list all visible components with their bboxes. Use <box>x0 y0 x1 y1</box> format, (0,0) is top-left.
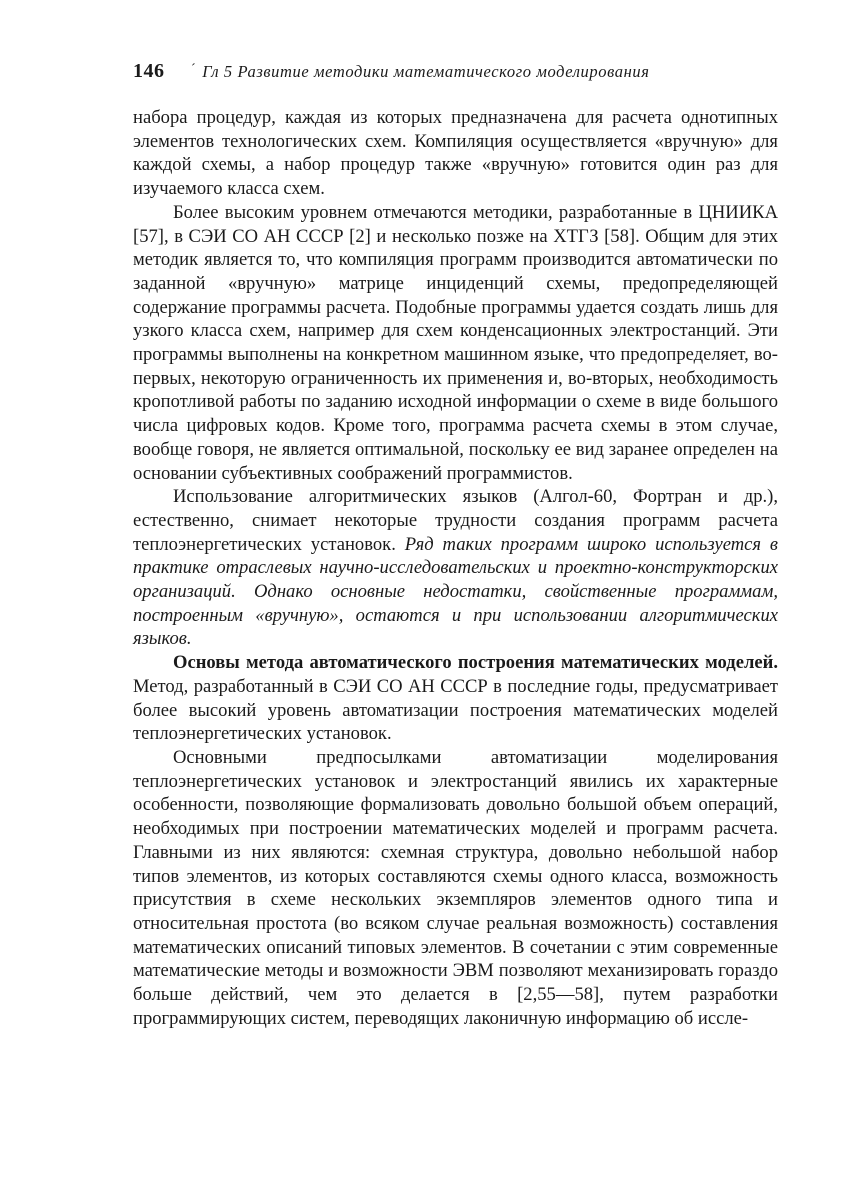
page-number: 146 <box>133 60 165 82</box>
body-text <box>133 106 778 1030</box>
tick-mark: ˊ <box>191 62 197 77</box>
page-header <box>133 60 778 90</box>
paragraph-with-run-in-heading <box>133 651 778 746</box>
section-run-in-heading: Основы метода автоматического построения математических моделей. <box>173 652 778 674</box>
running-title <box>191 62 650 82</box>
paragraph-italic-text: Ряд таких программ широко используется в практике отраслевых научно-исследовательских и проектно-конструкторских организаций. Однако основные недостатки, свойственные программам, построенным «вручную», остаются и при использовании алгоритмических языков. <box>133 533 778 650</box>
book-page <box>133 60 778 1030</box>
paragraph-text: Использование алгоритмических языков (Алгол-60, Фортран и др.), естественно, снимает некоторые трудности создания программ расчета теплоэнергетических установок. <box>133 486 778 555</box>
paragraph-text: Метод, разработанный в СЭИ СО АН СССР в последние годы, предусматривает более высокий уровень автоматизации построения математических моделей теплоэнергетических установок. <box>133 675 778 745</box>
paragraph: Более высоким уровнем отмечаются методики, разработанные в ЦНИИКА [57], в СЭИ СО АН СССР [2] и несколько позже на ХТГЗ [58]. Общим для этих методик является то, что компиляция программ производится автоматически по заданной «вручную» матрице инциденций схемы, предопределяющей содержание программы расчета. Подобные программы удается создать лишь для узкого класса схем, например для схем конденсационных электростанций. Эти программы выполнены на конкретном машинном языке, что предопределяет, во-первых, некоторую ограниченность их применения и, во-вторых, необходимость кропотливой работы по заданию исходной информации о схеме в виде большого числа цифровых кодов. Кроме того, программа расчета схемы в этом случае, вообще говоря, не является оптимальной, поскольку ее вид заранее определен на основании субъективных соображений программистов. <box>133 201 778 484</box>
paragraph: Основными предпосылками автоматизации моделирования теплоэнергетических установок и электростанций явились их характерные особенности, позволяющие формализовать довольно большой объем операций, необходимых при построении математических моделей и программ расчета. Главными из них являются: схемная структура, довольно небольшой набор типов элементов, из которых составляются схемы одного класса, возможность присутствия в схеме нескольких экземпляров элементов одного типа и относительная простота (во всяком случае реальная возможность) составления математических описаний типовых элементов. В сочетании с этим современные математические методы и возможности ЭВМ позволяют механизировать гораздо больше действий, чем это делается в [2,55—58], путем разработки программирующих систем, переводящих лаконичную информацию об иссле- <box>133 746 778 1029</box>
paragraph-continued: набора процедур, каждая из которых предназначена для расчета однотипных элементов технологических схем. Компиляция осуществляется «вручную» для каждой схемы, а набор процедур также «вручную» готовится один раз для изучаемого класса схем. <box>133 107 778 200</box>
running-title-text: Гл 5 Развитие методики математического моделирования <box>202 62 650 81</box>
paragraph <box>133 485 778 651</box>
